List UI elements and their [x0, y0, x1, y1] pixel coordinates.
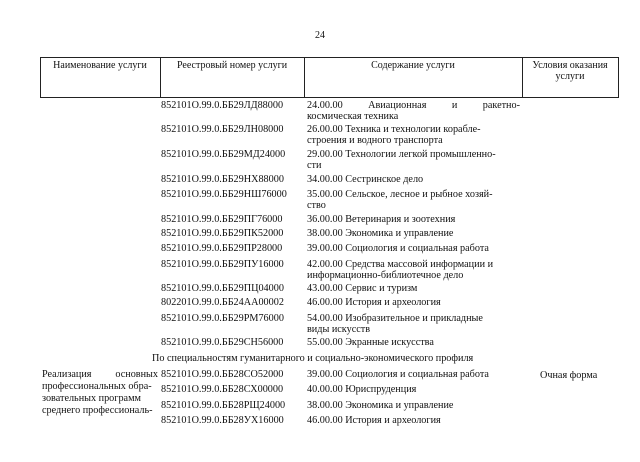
header-conditions-line1: Условия оказания: [532, 60, 608, 71]
content-line: 42.00.00 Средства массовой информации и: [307, 259, 494, 270]
content-line: ство: [307, 200, 326, 211]
content-line: 29.00.00 Технологии легкой промышленно-: [307, 149, 496, 160]
content-line: 39.00.00 Социология и социальная работа: [307, 369, 489, 380]
content-line: 54.00.00 Изобразительное и прикладные: [307, 313, 483, 324]
registry-number: 852101О.99.0.ББ29ПК52000: [161, 228, 284, 239]
content-line: 55.00.00 Экранные искусства: [307, 337, 434, 348]
service-name-line: профессиональных обра-: [42, 381, 152, 392]
content-line: 38.00.00 Экономика и управление: [307, 228, 454, 239]
content-line: космическая техника: [307, 111, 399, 122]
content-line: 35.00.00 Сельское, лесное и рыбное хозяй-: [307, 189, 493, 200]
service-name-line: среднего профессиональ-: [42, 405, 153, 416]
registry-number: 852101О.99.0.ББ29НХ88000: [161, 174, 284, 185]
table-top-rule: [40, 57, 618, 58]
registry-number: 852101О.99.0.ББ29ПУ16000: [161, 259, 284, 270]
registry-number: 852101О.99.0.ББ29ПЦ04000: [161, 283, 284, 294]
content-word: и: [451, 100, 458, 111]
service-condition: Очная форма: [540, 370, 598, 381]
content-line: 40.00.00 Юриспруденция: [307, 384, 417, 395]
content-line: 26.00.00 Техника и технологии кораблe-: [307, 124, 481, 135]
section-heading: По специальностям гуманитарного и социально-экономического профиля: [152, 353, 474, 364]
service-word: Реализация: [42, 369, 92, 380]
content-line: [307, 100, 520, 112]
col-divider-right: [618, 57, 619, 98]
header-conditions-line2: услуги: [555, 71, 585, 82]
registry-number: 852101О.99.0.ББ28СО52000: [161, 369, 284, 380]
registry-number: 852101О.99.0.ББ28РЩ24000: [161, 400, 286, 411]
content-line: сти: [307, 160, 322, 171]
registry-number: 852101О.99.0.ББ29ПГ76000: [161, 214, 283, 225]
content-line: информационно-библиотечное дело: [307, 270, 464, 281]
registry-number: 852101О.99.0.ББ29ЛД88000: [161, 100, 284, 111]
header-registry-number: Реестровый номер услуги: [176, 60, 288, 71]
service-name-line: [42, 369, 158, 381]
registry-number: 852101О.99.0.ББ29ПР28000: [161, 243, 283, 254]
content-word: Авиационная: [368, 100, 427, 111]
header-bottom-rule: [40, 97, 618, 98]
registry-number: 852101О.99.0.ББ29РМ76000: [161, 313, 284, 324]
service-name-line: зовательных программ: [42, 393, 141, 404]
registry-number: 852101О.99.0.ББ29ЛН08000: [161, 124, 284, 135]
content-word: ракетно-: [482, 100, 520, 111]
registry-number: 852101О.99.0.ББ28УХ16000: [161, 415, 284, 426]
content-line: 38.00.00 Экономика и управление: [307, 400, 454, 411]
content-line: 46.00.00 История и археология: [307, 415, 441, 426]
content-line: 43.00.00 Сервис и туризм: [307, 283, 418, 294]
registry-number: 852101О.99.0.ББ29СН56000: [161, 337, 284, 348]
registry-number: 852101О.99.0.ББ29НШ76000: [161, 189, 287, 200]
registry-number: 852101О.99.0.ББ29МД24000: [161, 149, 286, 160]
content-line: 36.00.00 Ветеринария и зоотехния: [307, 214, 456, 225]
content-line: 39.00.00 Социология и социальная работа: [307, 243, 489, 254]
header-service-name: Наименование услуги: [53, 60, 147, 71]
header-content: Содержание услуги: [371, 60, 455, 71]
content-line: виды искусств: [307, 324, 371, 335]
content-line: 34.00.00 Сестринское дело: [307, 174, 424, 185]
content-line: 46.00.00 История и археология: [307, 297, 441, 308]
content-code: 24.00.00: [307, 100, 343, 111]
registry-number: 852101О.99.0.ББ28СХ00000: [161, 384, 284, 395]
service-word: основных: [115, 369, 158, 380]
header-conditions: [522, 60, 618, 82]
content-line: строения и водного транспорта: [307, 135, 443, 146]
page-number: 24: [315, 30, 325, 41]
registry-number: 802201О.99.0.ББ24АА00002: [161, 297, 284, 308]
